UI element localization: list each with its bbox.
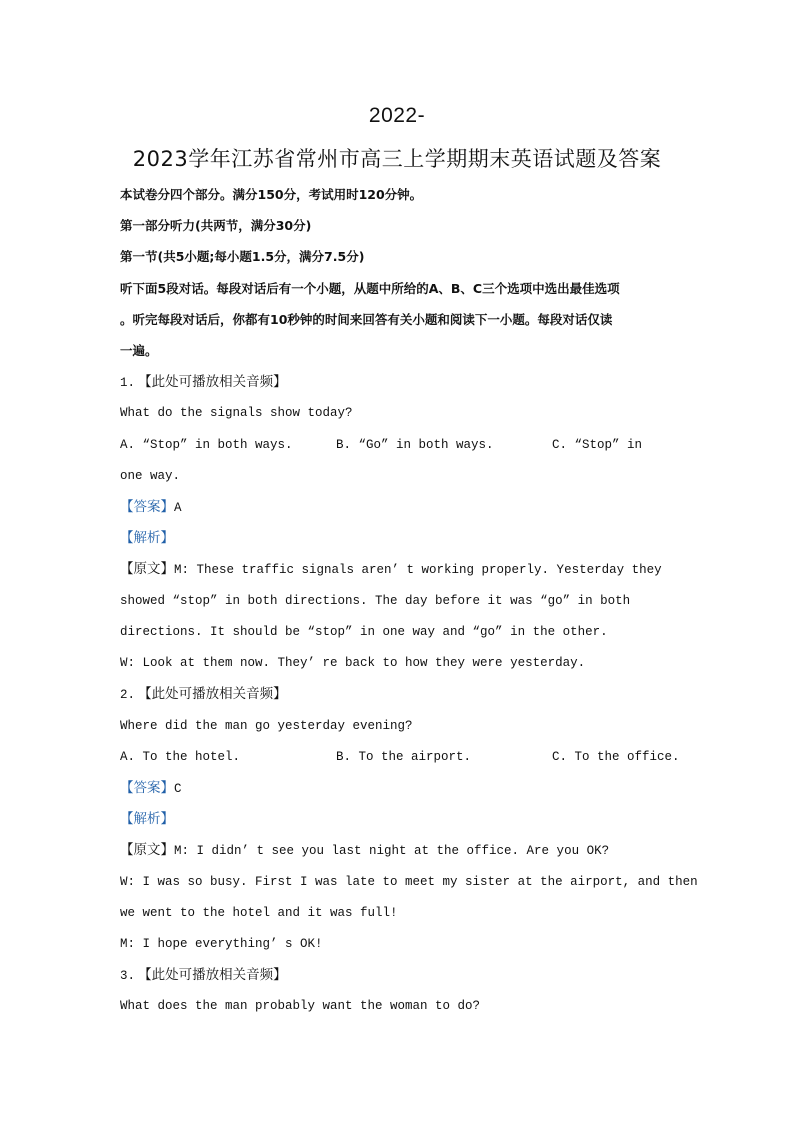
question-1-transcript-line-4: W: Look at them now. They’ re back to how they were yesterday. xyxy=(120,656,586,670)
instructions-line-1: 听下面5段对话。每段对话后有一个小题，从题中所给的A、B、C三个选项中选出最佳选项 xyxy=(120,281,620,296)
audio-placeholder[interactable]: 【此处可播放相关音频】 xyxy=(138,686,287,702)
question-2-analysis xyxy=(120,811,174,827)
question-1-option-c: C. “Stop” in xyxy=(552,438,643,452)
document-title-line1: 2022- xyxy=(368,104,426,127)
question-2-transcript-line-2: W: I was so busy. First I was late to meet my sister at the airport, and then xyxy=(120,875,698,889)
question-1-analysis xyxy=(120,530,174,546)
question-2-transcript-line-3: we went to the hotel and it was full! xyxy=(120,906,398,920)
answer-label: 【答案】 xyxy=(120,499,174,515)
question-2-answer xyxy=(120,780,182,797)
instructions-line-3: 一遍。 xyxy=(120,343,158,358)
question-3-header xyxy=(120,967,287,984)
audio-placeholder[interactable]: 【此处可播放相关音频】 xyxy=(138,374,287,390)
question-2-text: Where did the man go yesterday evening? xyxy=(120,719,413,733)
question-1-text: What do the signals show today? xyxy=(120,406,353,420)
question-1-option-b: B. “Go” in both ways. xyxy=(336,438,494,452)
question-1-transcript-line-3: directions. It should be “stop” in one way and “go” in the other. xyxy=(120,625,608,639)
audio-placeholder[interactable]: 【此处可播放相关音频】 xyxy=(138,967,287,983)
answer-label: 【答案】 xyxy=(120,780,174,796)
question-number: 3. xyxy=(120,969,136,983)
section-heading: 第一节(共5小题;每小题1.5分，满分7.5分) xyxy=(120,249,365,264)
question-1-option-a: A. “Stop” in both ways. xyxy=(120,438,293,452)
question-1-transcript-line-2: showed “stop” in both directions. The day before it was “go” in both xyxy=(120,594,631,608)
question-2-option-a: A. To the hotel. xyxy=(120,750,241,764)
instructions-line-2: 。听完每段对话后，你都有10秒钟的时间来回答有关小题和阅读下一小题。每段对话仅读 xyxy=(120,312,613,327)
question-1-option-c-wrap: one way. xyxy=(120,469,181,483)
analysis-label: 【解析】 xyxy=(120,811,174,827)
document-title-line2: 2023学年江苏省常州市高三上学期期末英语试题及答案 xyxy=(132,147,662,171)
transcript-label: 【原文】 xyxy=(120,842,174,858)
question-2-transcript-line-4: M: I hope everything’ s OK! xyxy=(120,937,323,951)
question-1-transcript-line-1 xyxy=(120,561,662,578)
question-2-option-b: B. To the airport. xyxy=(336,750,472,764)
analysis-label: 【解析】 xyxy=(120,530,174,546)
question-2-transcript-line-1 xyxy=(120,842,609,859)
part-heading: 第一部分听力(共两节，满分30分) xyxy=(120,218,312,233)
exam-intro: 本试卷分四个部分。满分150分，考试用时120分钟。 xyxy=(120,187,423,202)
transcript-text: M: I didn’ t see you last night at the office. Are you OK? xyxy=(174,844,610,858)
transcript-text: M: These traffic signals aren’ t working properly. Yesterday they xyxy=(174,563,662,577)
transcript-label: 【原文】 xyxy=(120,561,174,577)
question-3-text: What does the man probably want the woman to do? xyxy=(120,999,481,1013)
question-2-header xyxy=(120,686,287,703)
question-2-option-c: C. To the office. xyxy=(552,750,680,764)
question-1-answer xyxy=(120,499,182,516)
answer-value: A xyxy=(174,501,182,515)
question-number: 2. xyxy=(120,688,136,702)
question-1-header xyxy=(120,374,287,391)
answer-value: C xyxy=(174,782,182,796)
question-number: 1. xyxy=(120,376,136,390)
